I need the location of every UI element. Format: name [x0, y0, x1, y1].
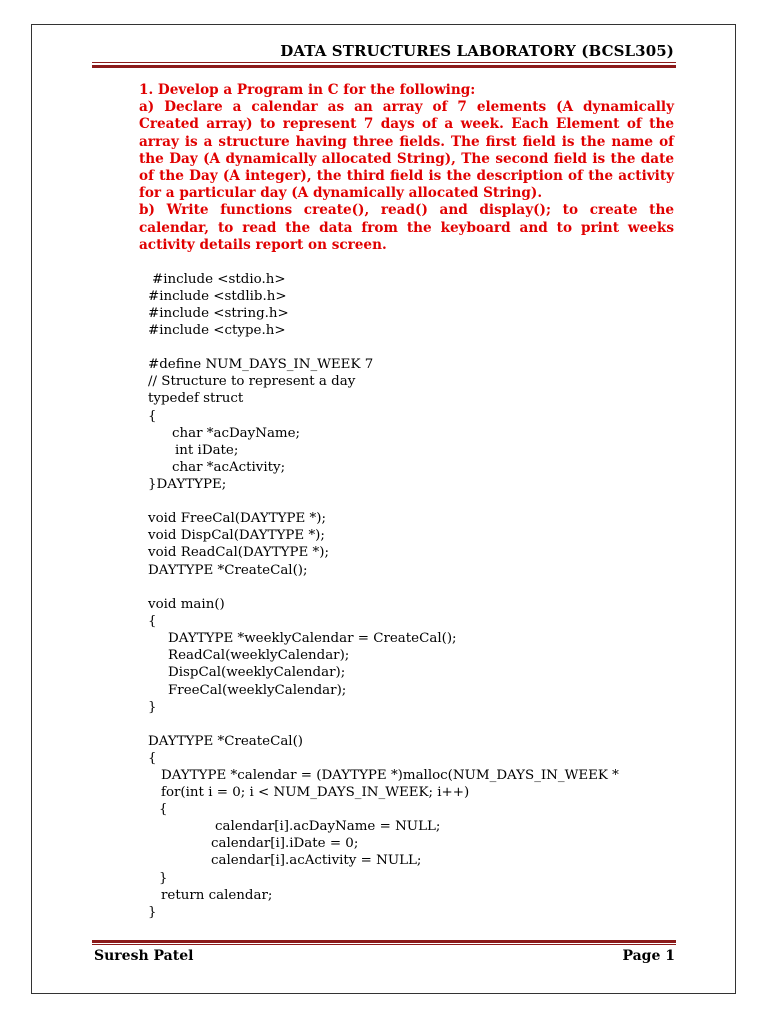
code-line: calendar[i].acDayName = NULL;	[215, 819, 441, 834]
code-line: }	[159, 871, 168, 886]
code-line: calendar[i].acActivity = NULL;	[211, 853, 422, 868]
footer-rule-thin	[92, 944, 676, 945]
header-title: DATA STRUCTURES LABORATORY (BCSL305)	[280, 42, 674, 60]
code-line: int iDate;	[175, 443, 239, 458]
code-line: char *acActivity;	[172, 460, 286, 475]
code-line: #include <stdlib.h>	[148, 289, 287, 304]
header-rule-thick	[92, 65, 676, 68]
code-line: #include <string.h>	[148, 306, 289, 321]
code-line: DAYTYPE *CreateCal()	[148, 734, 304, 749]
problem-title: 1. Develop a Program in C for the following:	[139, 82, 476, 98]
code-line: #define NUM_DAYS_IN_WEEK 7	[148, 357, 374, 372]
code-line: return calendar;	[161, 888, 273, 903]
header-rule-thin	[92, 62, 676, 63]
code-line: ReadCal(weeklyCalendar);	[168, 648, 350, 663]
code-line: void DispCal(DAYTYPE *);	[148, 528, 325, 543]
code-line: FreeCal(weeklyCalendar);	[168, 683, 347, 698]
code-line: calendar[i].iDate = 0;	[211, 836, 359, 851]
code-line: #include <stdio.h>	[152, 272, 286, 287]
code-line: void main()	[148, 597, 225, 612]
problem-part-b: b) Write functions create(), read() and display(); to create the calendar, to read the data from the keyboard and to print weeks activity details report on screen.	[139, 202, 674, 253]
code-line: DAYTYPE *calendar = (DAYTYPE *)malloc(NUM_DAYS_IN_WEEK *	[161, 768, 619, 783]
code-line: // Structure to represent a day	[148, 374, 356, 389]
code-line: DAYTYPE *weeklyCalendar = CreateCal();	[168, 631, 457, 646]
code-line: {	[148, 751, 157, 766]
code-line: DispCal(weeklyCalendar);	[168, 665, 346, 680]
code-line: #include <ctype.h>	[148, 323, 286, 338]
code-line: void ReadCal(DAYTYPE *);	[148, 545, 329, 560]
footer-rule-thick	[92, 940, 676, 943]
code-line: for(int i = 0; i < NUM_DAYS_IN_WEEK; i++)	[161, 785, 470, 800]
code-line: {	[148, 614, 157, 629]
footer-page-number: Page 1	[622, 948, 675, 964]
problem-statement	[139, 82, 674, 254]
code-line: char *acDayName;	[172, 426, 301, 441]
code-line: typedef struct	[148, 391, 244, 406]
code-line: {	[148, 409, 157, 424]
code-line: void FreeCal(DAYTYPE *);	[148, 511, 326, 526]
code-line: }	[148, 905, 157, 920]
footer-author: Suresh Patel	[94, 948, 194, 964]
code-line: }DAYTYPE;	[148, 477, 227, 492]
code-line: }	[148, 700, 157, 715]
code-line: {	[159, 802, 168, 817]
problem-part-a: a) Declare a calendar as an array of 7 elements (A dynamically Created array) to represent 7 days of a week. Each Element of the array is a structure having three fields. The first field is the name of the Day (A dynamically allocated String), The second field is the date of the Day (A integer), the third field is the description of the activity for a particular day (A dynamically allocated String).	[139, 99, 674, 202]
code-line: DAYTYPE *CreateCal();	[148, 563, 308, 578]
